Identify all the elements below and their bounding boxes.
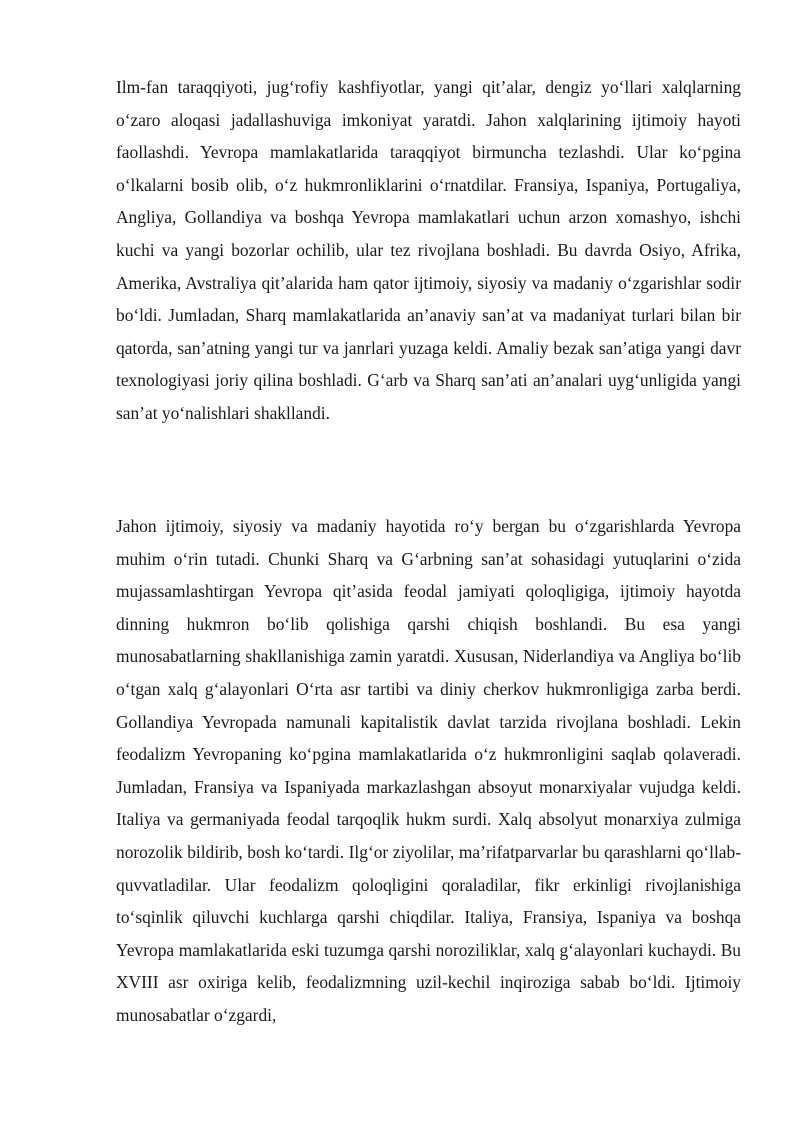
paragraph-1: Ilm-fan taraqqiyoti, jug‘rofiy kashfiyotlar, yangi qit’alar, dengiz yo‘llari xalqlarning o‘zaro aloqasi jadallashuviga imkoniyat yaratdi. Jahon xalqlarining ijtimoiy hayoti faollashdi. Yevropa mamlakatlarida taraqqiyot birmuncha tezlashdi. Ular ko‘pgina o‘lkalarni bosib olib, o‘z hukmronliklarini o‘rnatdilar. Fransiya, Ispaniya, Portugaliya, Angliya, Gollandiya va boshqa Yevropa mamlakatlari uchun arzon xomashyo, ishchi kuchi va yangi bozorlar ochilib, ular tez rivojlana boshladi. Bu davrda Osiyo, Afrika, Amerika, Avstraliya qit’alarida ham qator ijtimoiy, siyosiy va madaniy o‘zgarishlar sodir bo‘ldi. Jumladan, Sharq mamlakatlarida an’anaviy san’at va madaniyat turlari bilan bir qatorda, san’atning yangi tur va janrlari yuzaga keldi. Amaliy bezak san’atiga yangi davr texnologiyasi joriy qilina boshladi. G‘arb va Sharq san’ati an’analari uyg‘unligida yangi san’at yo‘nalishlari shakllandi. bbox=[116, 77, 741, 423]
paragraph-2: Jahon ijtimoiy, siyosiy va madaniy hayotida ro‘y bergan bu o‘zgarishlarda Yevropa muhim o‘rin tutadi. Chunki Sharq va G‘arbning san’at sohasidagi yutuqlarini o‘zida mujassamlashtirgan Yevropa qit’asida feodal jamiyati qoloqligiga, ijtimoiy hayotda dinning hukmron bo‘lib qolishiga qarshi chiqish boshlandi. Bu esa yangi munosabatlarning shakllanishiga zamin yaratdi. Xususan, Niderlandiya va Angliya bo‘lib o‘tgan xalq g‘alayonlari O‘rta asr tartibi va diniy cherkov hukmronligiga zarba berdi. Gollandiya Yevropada namunali kapitalistik davlat tarzida rivojlana boshladi. Lekin feodalizm Yevropaning ko‘pgina mamlakatlarida o‘z hukmronligini saqlab qolaveradi. Jumladan, Fransiya va Ispaniyada markazlashgan absoyut monarxiyalar vujudga keldi. Italiya va germaniyada feodal tarqoqlik hukm surdi. Xalq absolyut monarxiya zulmiga norozolik bildirib, bosh ko‘tardi. Ilg‘or ziyolilar, ma’rifatparvarlar bu qarashlarni qo‘llab-quvvatladilar. Ular feodalizm qoloqligini qoraladilar, fikr erkinligi rivojlanishiga to‘sqinlik qiluvchi kuchlarga qarshi chiqdilar. Italiya, Fransiya, Ispaniya va boshqa Yevropa mamlakatlarida eski tuzumga qarshi noroziliklar, xalq g‘alayonlari kuchaydi. Bu XVIII asr oxiriga kelib, feodalizmning uzil-kechil inqiroziga sabab bo‘ldi. Ijtimoiy munosabatlar o‘zgardi, bbox=[116, 516, 741, 1025]
